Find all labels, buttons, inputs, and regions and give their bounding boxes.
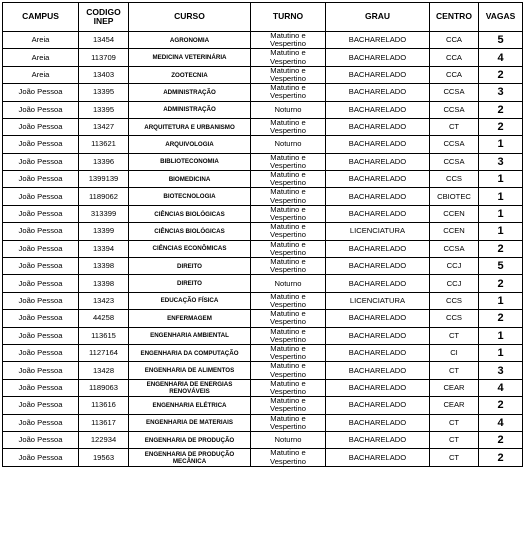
cell-grau: BACHARELADO xyxy=(326,205,430,222)
cell-campus: João Pessoa xyxy=(3,344,79,361)
cell-centro: CT xyxy=(430,414,479,431)
cell-curso: ZOOTECNIA xyxy=(129,66,251,83)
cell-codigo: 13403 xyxy=(79,66,129,83)
cell-campus: João Pessoa xyxy=(3,171,79,188)
cell-grau: BACHARELADO xyxy=(326,362,430,379)
cell-curso: ENGENHARIA DE MATERIAIS xyxy=(129,414,251,431)
cell-campus: João Pessoa xyxy=(3,379,79,396)
cell-campus: João Pessoa xyxy=(3,118,79,135)
cell-turno: Matutino e Vespertino xyxy=(251,49,326,66)
cell-turno: Matutino e Vespertino xyxy=(251,188,326,205)
cell-vagas: 2 xyxy=(479,275,523,292)
cell-turno: Matutino e Vespertino xyxy=(251,84,326,101)
cell-codigo: 113709 xyxy=(79,49,129,66)
header-turno: TURNO xyxy=(251,3,326,32)
cell-campus: João Pessoa xyxy=(3,414,79,431)
cell-vagas: 2 xyxy=(479,449,523,466)
cell-campus: João Pessoa xyxy=(3,101,79,118)
table-row xyxy=(3,84,523,101)
cell-centro: CT xyxy=(430,327,479,344)
header-centro: CENTRO xyxy=(430,3,479,32)
table-row xyxy=(3,136,523,153)
table-row xyxy=(3,379,523,396)
cell-vagas: 1 xyxy=(479,223,523,240)
vacancies-table xyxy=(2,2,523,467)
cell-codigo: 13398 xyxy=(79,258,129,275)
cell-centro: CT xyxy=(430,432,479,449)
cell-vagas: 1 xyxy=(479,136,523,153)
table-row xyxy=(3,101,523,118)
cell-vagas: 2 xyxy=(479,101,523,118)
cell-curso: ARQUITETURA E URBANISMO xyxy=(129,118,251,135)
cell-centro: CCA xyxy=(430,32,479,49)
table-row xyxy=(3,258,523,275)
cell-codigo: 13396 xyxy=(79,153,129,170)
cell-vagas: 5 xyxy=(479,32,523,49)
cell-codigo: 13454 xyxy=(79,32,129,49)
cell-campus: João Pessoa xyxy=(3,258,79,275)
cell-turno: Matutino e Vespertino xyxy=(251,32,326,49)
cell-grau: BACHARELADO xyxy=(326,66,430,83)
cell-vagas: 1 xyxy=(479,188,523,205)
cell-grau: BACHARELADO xyxy=(326,171,430,188)
cell-campus: Areia xyxy=(3,49,79,66)
cell-codigo: 1189063 xyxy=(79,379,129,396)
cell-campus: João Pessoa xyxy=(3,292,79,309)
cell-turno: Matutino e Vespertino xyxy=(251,310,326,327)
cell-vagas: 3 xyxy=(479,362,523,379)
cell-vagas: 3 xyxy=(479,153,523,170)
cell-codigo: 1399139 xyxy=(79,171,129,188)
cell-campus: João Pessoa xyxy=(3,136,79,153)
cell-grau: BACHARELADO xyxy=(326,258,430,275)
cell-curso: ENGENHARIA DE ENERGIAS RENOVÁVEIS xyxy=(129,379,251,396)
cell-campus: Areia xyxy=(3,66,79,83)
cell-centro: CCS xyxy=(430,292,479,309)
cell-vagas: 1 xyxy=(479,292,523,309)
header-codigo-line1: CODIGO xyxy=(86,6,121,17)
cell-curso: ENGENHARIA AMBIENTAL xyxy=(129,327,251,344)
cell-centro: CCSA xyxy=(430,84,479,101)
cell-vagas: 4 xyxy=(479,379,523,396)
cell-centro: CCSA xyxy=(430,240,479,257)
cell-grau: BACHARELADO xyxy=(326,136,430,153)
cell-turno: Matutino e Vespertino xyxy=(251,292,326,309)
cell-curso: ENGENHARIA DA COMPUTAÇÃO xyxy=(129,344,251,361)
cell-turno: Matutino e Vespertino xyxy=(251,223,326,240)
cell-grau: LICENCIATURA xyxy=(326,223,430,240)
cell-grau: BACHARELADO xyxy=(326,118,430,135)
cell-campus: João Pessoa xyxy=(3,240,79,257)
cell-vagas: 2 xyxy=(479,118,523,135)
cell-campus: João Pessoa xyxy=(3,397,79,414)
table-row xyxy=(3,66,523,83)
cell-grau: BACHARELADO xyxy=(326,275,430,292)
cell-campus: João Pessoa xyxy=(3,432,79,449)
cell-centro: CCA xyxy=(430,66,479,83)
cell-codigo: 44258 xyxy=(79,310,129,327)
table-row xyxy=(3,153,523,170)
cell-turno: Noturno xyxy=(251,101,326,118)
cell-codigo: 113616 xyxy=(79,397,129,414)
cell-vagas: 2 xyxy=(479,66,523,83)
cell-codigo: 13399 xyxy=(79,223,129,240)
cell-centro: CT xyxy=(430,449,479,466)
cell-grau: BACHARELADO xyxy=(326,449,430,466)
cell-turno: Noturno xyxy=(251,275,326,292)
cell-codigo: 113617 xyxy=(79,414,129,431)
cell-campus: João Pessoa xyxy=(3,449,79,466)
cell-curso: ENFERMAGEM xyxy=(129,310,251,327)
header-row xyxy=(3,3,523,32)
cell-vagas: 1 xyxy=(479,344,523,361)
cell-centro: CCEN xyxy=(430,205,479,222)
table-row xyxy=(3,118,523,135)
cell-centro: CCA xyxy=(430,49,479,66)
cell-turno: Matutino e Vespertino xyxy=(251,171,326,188)
cell-vagas: 2 xyxy=(479,397,523,414)
cell-curso: ENGENHARIA DE ALIMENTOS xyxy=(129,362,251,379)
cell-grau: BACHARELADO xyxy=(326,344,430,361)
header-curso: CURSO xyxy=(129,3,251,32)
cell-turno: Matutino e Vespertino xyxy=(251,397,326,414)
cell-codigo: 13394 xyxy=(79,240,129,257)
cell-curso: MEDICINA VETERINÁRIA xyxy=(129,49,251,66)
cell-curso: BIOMEDICINA xyxy=(129,171,251,188)
cell-turno: Noturno xyxy=(251,136,326,153)
table-row xyxy=(3,310,523,327)
cell-codigo: 13395 xyxy=(79,101,129,118)
cell-codigo: 13398 xyxy=(79,275,129,292)
cell-centro: CI xyxy=(430,344,479,361)
table-row xyxy=(3,397,523,414)
cell-grau: BACHARELADO xyxy=(326,240,430,257)
cell-centro: CEAR xyxy=(430,379,479,396)
cell-turno: Matutino e Vespertino xyxy=(251,327,326,344)
cell-campus: Areia xyxy=(3,32,79,49)
cell-curso: CIÊNCIAS ECONÔMICAS xyxy=(129,240,251,257)
cell-turno: Matutino e Vespertino xyxy=(251,66,326,83)
cell-codigo: 13427 xyxy=(79,118,129,135)
cell-centro: CCEN xyxy=(430,223,479,240)
cell-curso: ENGENHARIA DE PRODUÇÃO xyxy=(129,432,251,449)
cell-campus: João Pessoa xyxy=(3,153,79,170)
cell-codigo: 1189062 xyxy=(79,188,129,205)
cell-curso: BIOTECNOLOGIA xyxy=(129,188,251,205)
cell-centro: CT xyxy=(430,118,479,135)
cell-campus: João Pessoa xyxy=(3,327,79,344)
table-row xyxy=(3,449,523,466)
cell-curso: ADMINISTRAÇÃO xyxy=(129,101,251,118)
cell-centro: CEAR xyxy=(430,397,479,414)
header-grau: GRAU xyxy=(326,3,430,32)
table-row xyxy=(3,432,523,449)
cell-vagas: 2 xyxy=(479,310,523,327)
cell-curso: EDUCAÇÃO FÍSICA xyxy=(129,292,251,309)
cell-curso: BIBLIOTECONOMIA xyxy=(129,153,251,170)
cell-campus: João Pessoa xyxy=(3,275,79,292)
cell-grau: BACHARELADO xyxy=(326,310,430,327)
table-row xyxy=(3,327,523,344)
cell-curso: ARQUIVOLOGIA xyxy=(129,136,251,153)
cell-vagas: 4 xyxy=(479,414,523,431)
table-row xyxy=(3,362,523,379)
cell-curso: CIÊNCIAS BIOLÓGICAS xyxy=(129,205,251,222)
table-row xyxy=(3,275,523,292)
cell-curso: ADMINISTRAÇÃO xyxy=(129,84,251,101)
cell-grau: BACHARELADO xyxy=(326,32,430,49)
cell-grau: BACHARELADO xyxy=(326,379,430,396)
table-row xyxy=(3,171,523,188)
cell-centro: CCS xyxy=(430,171,479,188)
cell-centro: CCSA xyxy=(430,153,479,170)
cell-codigo: 113615 xyxy=(79,327,129,344)
cell-grau: BACHARELADO xyxy=(326,414,430,431)
table-row xyxy=(3,205,523,222)
table-row xyxy=(3,223,523,240)
cell-vagas: 1 xyxy=(479,327,523,344)
cell-campus: João Pessoa xyxy=(3,188,79,205)
cell-grau: BACHARELADO xyxy=(326,188,430,205)
cell-turno: Matutino e Vespertino xyxy=(251,414,326,431)
cell-centro: CCSA xyxy=(430,101,479,118)
cell-grau: BACHARELADO xyxy=(326,432,430,449)
cell-codigo: 122934 xyxy=(79,432,129,449)
table-row xyxy=(3,414,523,431)
cell-centro: CT xyxy=(430,362,479,379)
cell-vagas: 1 xyxy=(479,171,523,188)
cell-codigo: 13395 xyxy=(79,84,129,101)
cell-vagas: 2 xyxy=(479,432,523,449)
cell-grau: BACHARELADO xyxy=(326,84,430,101)
cell-grau: BACHARELADO xyxy=(326,327,430,344)
header-campus: CAMPUS xyxy=(3,3,79,32)
cell-centro: CCJ xyxy=(430,275,479,292)
cell-campus: João Pessoa xyxy=(3,362,79,379)
cell-curso: ENGENHARIA ELÉTRICA xyxy=(129,397,251,414)
table-row xyxy=(3,188,523,205)
cell-campus: João Pessoa xyxy=(3,205,79,222)
cell-turno: Matutino e Vespertino xyxy=(251,379,326,396)
table-row xyxy=(3,32,523,49)
header-codigo-line2: INEP xyxy=(93,16,114,26)
cell-codigo: 13423 xyxy=(79,292,129,309)
cell-grau: LICENCIATURA xyxy=(326,292,430,309)
cell-turno: Matutino e Vespertino xyxy=(251,153,326,170)
cell-vagas: 1 xyxy=(479,205,523,222)
cell-codigo: 13428 xyxy=(79,362,129,379)
cell-turno: Matutino e Vespertino xyxy=(251,240,326,257)
cell-turno: Matutino e Vespertino xyxy=(251,258,326,275)
cell-vagas: 5 xyxy=(479,258,523,275)
cell-turno: Matutino e Vespertino xyxy=(251,449,326,466)
cell-codigo: 1127164 xyxy=(79,344,129,361)
cell-centro: CBIOTEC xyxy=(430,188,479,205)
cell-centro: CCJ xyxy=(430,258,479,275)
cell-curso: DIREITO xyxy=(129,275,251,292)
table-row xyxy=(3,292,523,309)
cell-grau: BACHARELADO xyxy=(326,49,430,66)
header-codigo-inep xyxy=(79,3,129,32)
cell-codigo: 313399 xyxy=(79,205,129,222)
cell-grau: BACHARELADO xyxy=(326,153,430,170)
cell-vagas: 2 xyxy=(479,240,523,257)
cell-curso: AGRONOMIA xyxy=(129,32,251,49)
cell-codigo: 19563 xyxy=(79,449,129,466)
cell-campus: João Pessoa xyxy=(3,84,79,101)
cell-centro: CCS xyxy=(430,310,479,327)
cell-grau: BACHARELADO xyxy=(326,101,430,118)
table-row xyxy=(3,49,523,66)
cell-campus: João Pessoa xyxy=(3,310,79,327)
cell-turno: Matutino e Vespertino xyxy=(251,362,326,379)
cell-campus: João Pessoa xyxy=(3,223,79,240)
cell-curso: ENGENHARIA DE PRODUÇÃO MECÂNICA xyxy=(129,449,251,466)
cell-centro: CCSA xyxy=(430,136,479,153)
cell-grau: BACHARELADO xyxy=(326,397,430,414)
cell-vagas: 4 xyxy=(479,49,523,66)
table-row xyxy=(3,240,523,257)
cell-vagas: 3 xyxy=(479,84,523,101)
cell-turno: Noturno xyxy=(251,432,326,449)
cell-curso: DIREITO xyxy=(129,258,251,275)
cell-turno: Matutino e Vespertino xyxy=(251,344,326,361)
cell-curso: CIÊNCIAS BIOLÓGICAS xyxy=(129,223,251,240)
cell-turno: Matutino e Vespertino xyxy=(251,118,326,135)
cell-codigo: 113621 xyxy=(79,136,129,153)
cell-turno: Matutino e Vespertino xyxy=(251,205,326,222)
header-vagas: VAGAS xyxy=(479,3,523,32)
table-row xyxy=(3,344,523,361)
table-body xyxy=(3,32,523,467)
